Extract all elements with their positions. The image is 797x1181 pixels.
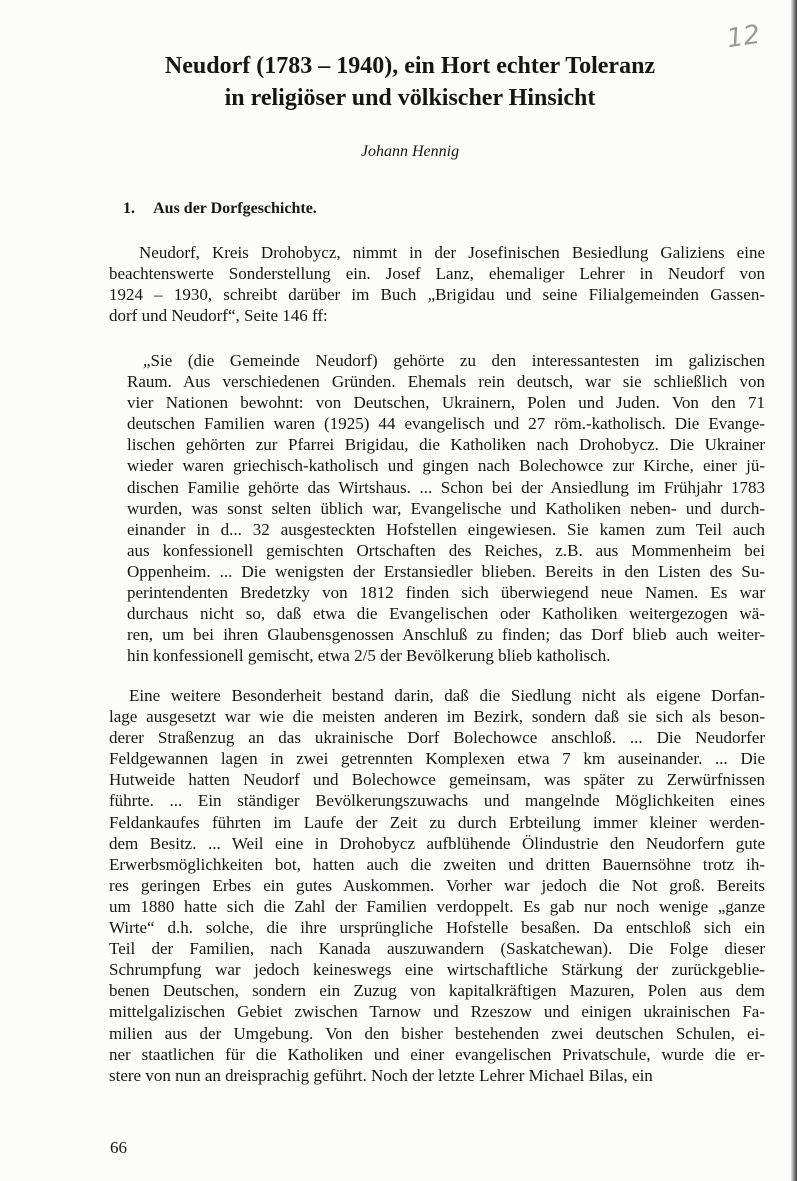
text-line: Feldgewannen lagen in zwei getrennten Komplexen etwa 7 km auseinander. ... Die bbox=[109, 749, 765, 769]
text-line: Erwerbsmöglichkeiten bot, hatten auch die zweiten und dritten Bauernsöhne trotz ih- bbox=[109, 854, 765, 874]
text-line: wurden, was sonst selten üblich war, Evangelische und Katholiken neben- und durch- bbox=[127, 498, 765, 518]
text-line: milien aus der Umgebung. Von den bisher bestehenden zwei deutschen Schulen, ei- bbox=[109, 1023, 765, 1043]
text-line: benen Deutschen, sondern ein Zuzug von kapitalkräftigen Mazuren, Polen aus dem bbox=[109, 981, 765, 1001]
text-line: Hutweide hatten Neudorf und Bolechowce gemeinsam, was später zu Zerwürfnissen bbox=[109, 770, 765, 790]
text-line: lage ausgesetzt war wie die meisten anderen im Bezirk, sondern daß sie sich als beson- bbox=[109, 707, 765, 727]
article-title-line-2: in religiöser und völkischer Hinsicht bbox=[224, 85, 596, 111]
text-line: vier Nationen bewohnt: von Deutschen, Ukrainern, Polen und Juden. Von den 71 bbox=[127, 393, 765, 413]
text-line: wieder waren griechisch-katholisch und gingen nach Bolechowce zur Kirche, einer jü- bbox=[127, 456, 765, 476]
text-line: stere von nun an dreisprachig geführt. Noch der letzte Lehrer Michael Bilas, ein bbox=[109, 1065, 653, 1085]
text-line: 1924 – 1930, schreibt darüber im Buch „Brigidau und seine Filialgemeinden Gassen- bbox=[109, 285, 765, 305]
intro-paragraph bbox=[109, 242, 765, 326]
text-line: Raum. Aus verschiedenen Gründen. Ehemals rein deutsch, war sie schließlich von bbox=[127, 372, 765, 392]
page-number: 66 bbox=[110, 1138, 127, 1157]
body-paragraph bbox=[109, 685, 765, 1086]
text-line: aus konfessionell gemischten Ortschaften des Reiches, z.B. aus Mommenheim bei bbox=[127, 540, 765, 560]
text-line: ner staatlichen für die Katholiken und einer evangelischen Privatschule, wurde die er- bbox=[109, 1044, 765, 1064]
text-line: ren, um bei ihren Glaubensgenossen Anschluß zu finden; das Dorf blieb auch weiter- bbox=[127, 625, 765, 645]
text-line: dischen Familie gehörte das Wirtshaus. ... Schon bei der Ansiedlung im Frühjahr 1783 bbox=[127, 477, 765, 497]
text-line: Eine weitere Besonderheit bestand darin, daß die Siedlung nicht als eigene Dorfan- bbox=[129, 686, 765, 705]
quoted-paragraph bbox=[127, 350, 765, 666]
text-line: Feldankaufes führten im Laufe der Zeit zu durch Erbteilung immer kleiner werden- bbox=[109, 812, 765, 832]
text-line: führte. ... Ein ständiger Bevölkerungszuwachs und mangelnde Möglichkeiten eines bbox=[109, 791, 765, 811]
text-line: beachtenswerte Sonderstellung ein. Josef Lanz, ehemaliger Lehrer in Neudorf von bbox=[109, 264, 765, 284]
text-line: Teil der Familien, nach Kanada auszuwandern (Saskatchewan). Die Folge dieser bbox=[109, 939, 765, 959]
text-line: lischen gehörten zur Pfarrei Brigidau, die Katholiken nach Drohobycz. Die Ukrainer bbox=[127, 435, 765, 455]
text-line: hin konfessionell gemischt, etwa 2/5 der Bevölkerung blieb katholisch. bbox=[127, 646, 611, 666]
text-line: perintendenten Bredetzky von 1812 finden sich überwiegend neue Namen. Es war bbox=[127, 583, 765, 603]
text-line: deutschen Familien waren (1925) 44 evangelisch und 27 röm.-katholisch. Die Evange- bbox=[127, 414, 765, 434]
text-line: durchaus nicht so, daß etwa die Evangelischen oder Katholiken weitergezogen wä- bbox=[127, 604, 765, 624]
text-line: Wirte“ d.h. solche, die ihre ursprüngliche Hofstelle besaßen. Da entschloß sich ein bbox=[109, 918, 765, 938]
section-heading bbox=[123, 200, 317, 218]
section-number: 1. bbox=[123, 200, 135, 217]
text-line: dem Besitz. ... Weil eine in Drohobycz aufblühende Ölindustrie den Neudorfern gute bbox=[109, 833, 765, 853]
handwritten-page-note: 12 bbox=[725, 19, 763, 55]
text-line: einander in d... 32 ausgesteckten Hofstellen eingewiesen. Sie kamen zum Teil auch bbox=[127, 519, 765, 539]
section-title: Aus der Dorfgeschichte. bbox=[153, 200, 317, 217]
text-line: „Sie (die Gemeinde Neudorf) gehörte zu den interessantesten im galizischen bbox=[143, 351, 765, 370]
text-line: derer Straßenzug an das ukrainische Dorf Bolechowce anschloß. ... Die Neudorfer bbox=[109, 728, 765, 748]
author-name: Johann Hennig bbox=[360, 143, 460, 160]
text-line: res geringen Erbes ein gutes Auskommen. Vorher war jedoch die Not groß. Bereits bbox=[109, 875, 765, 895]
text-line: mittelgalizischen Gebiet zwischen Tarnow und Rzeszow und einigen ukrainischen Fa- bbox=[109, 1002, 765, 1022]
article-title-line-1: Neudorf (1783 – 1940), ein Hort echter Toleranz bbox=[164, 53, 656, 79]
text-line: um 1880 hatte sich die Zahl der Familien verdoppelt. Es gab nur noch wenige „ganze bbox=[109, 896, 765, 916]
text-line: dorf und Neudorf“, Seite 146 ff: bbox=[109, 306, 328, 326]
text-line: Oppenheim. ... Die wenigsten der Erstansiedler blieben. Bereits in den Listen des Su- bbox=[127, 561, 765, 581]
scan-edge-shadow bbox=[791, 0, 797, 1181]
text-line: Neudorf, Kreis Drohobycz, nimmt in der Josefinischen Besiedlung Galiziens eine bbox=[139, 243, 765, 262]
text-line: Schrumpfung war jedoch keineswegs eine wirtschaftliche Stärkung der zurückgeblie- bbox=[109, 960, 765, 980]
